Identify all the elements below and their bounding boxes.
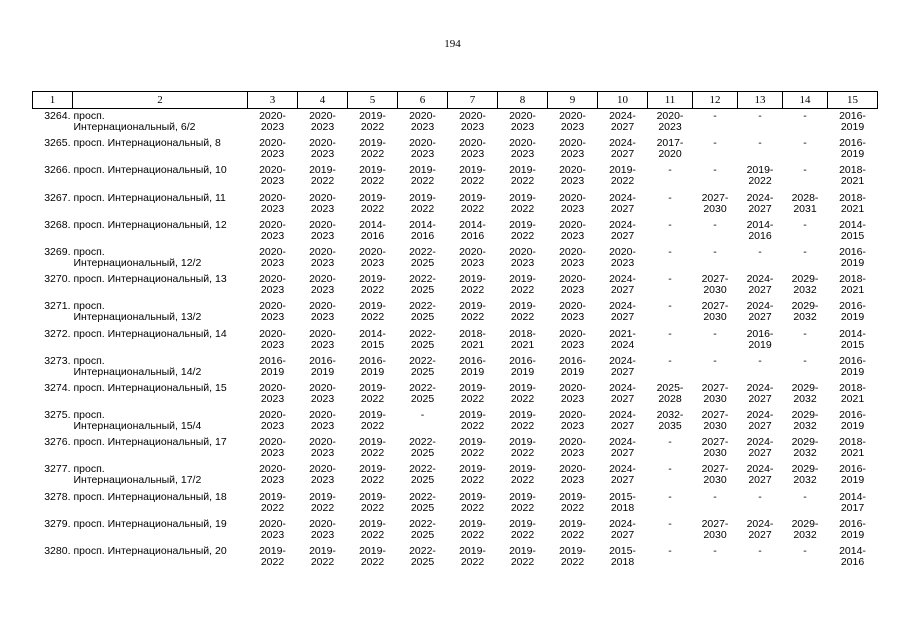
period-cell-col-10: 2024- 2027 — [609, 517, 636, 541]
table-body — [33, 109, 878, 574]
period-cell-col-10: 2024- 2027 — [609, 273, 636, 297]
period-cell-col-5: 2014- 2016 — [359, 218, 386, 242]
period-cell-col-13: - — [758, 545, 762, 557]
period-cell-col-8: 2019- 2022 — [509, 164, 536, 188]
period-cell-col-8: 2019- 2022 — [509, 436, 536, 460]
row-number: 3274. — [44, 381, 71, 394]
period-cell-col-11: - — [668, 490, 672, 503]
period-cell-col-3: 2016- 2019 — [259, 354, 286, 378]
period-cell-col-6: 2022- 2025 — [409, 463, 436, 487]
period-cell-col-12: - — [713, 218, 717, 231]
row-number: 3268. — [44, 218, 71, 231]
period-cell-col-6: 2022- 2025 — [409, 490, 436, 514]
period-cell-col-5: 2019- 2022 — [359, 490, 386, 514]
period-cell-col-12: 2027- 2030 — [701, 273, 729, 297]
period-cell-col-5: 2014- 2015 — [359, 327, 386, 351]
column-header-14: 14 — [783, 92, 828, 109]
column-header-5: 5 — [348, 92, 398, 109]
period-cell-col-5: 2019- 2022 — [359, 436, 386, 460]
page-number: 194 — [444, 38, 461, 50]
period-cell-col-9: 2020- 2023 — [559, 436, 586, 460]
period-cell-col-12: - — [713, 245, 717, 258]
column-header-3: 3 — [248, 92, 298, 109]
period-cell-col-7: 2020- 2023 — [459, 137, 486, 161]
row-number: 3269. — [44, 245, 71, 258]
period-cell-col-12: - — [713, 545, 717, 557]
period-cell-col-12: - — [713, 327, 717, 340]
period-cell-col-3: 2020- 2023 — [259, 245, 286, 269]
period-cell-col-9: 2020- 2023 — [559, 110, 586, 133]
period-cell-col-4: 2019- 2022 — [309, 164, 336, 188]
period-cell-col-9: 2020- 2023 — [559, 300, 586, 324]
period-cell-col-5: 2019- 2022 — [359, 409, 386, 433]
column-header-7: 7 — [448, 92, 498, 109]
period-cell-col-6: - — [420, 409, 425, 422]
period-cell-col-7: 2014- 2016 — [459, 218, 486, 242]
column-number-row — [33, 92, 878, 109]
period-cell-col-3: 2020- 2023 — [259, 381, 286, 405]
period-cell-col-3: 2020- 2023 — [259, 436, 286, 460]
period-cell-col-14: - — [803, 164, 807, 177]
period-cell-col-8: 2019- 2022 — [509, 300, 536, 324]
period-cell-col-10: 2024- 2027 — [609, 381, 636, 405]
period-cell-col-15: 2014- 2016 — [839, 545, 866, 568]
period-cell-col-5: 2019- 2022 — [359, 137, 386, 161]
period-cell-col-4: 2020- 2023 — [309, 191, 336, 215]
address-cell: просп. Интернациональный, 17 — [73, 436, 227, 449]
period-cell-col-9: 2020- 2023 — [559, 409, 586, 433]
period-cell-col-14: 2029- 2032 — [791, 300, 819, 324]
period-cell-col-11: - — [668, 327, 672, 340]
period-cell-col-10: 2020- 2023 — [609, 245, 636, 269]
period-cell-col-5: 2019- 2022 — [359, 273, 386, 297]
column-header-13: 13 — [738, 92, 783, 109]
period-cell-col-12: - — [713, 137, 717, 150]
column-header-9: 9 — [548, 92, 598, 109]
period-cell-col-8: 2019- 2022 — [509, 517, 536, 541]
table-row — [33, 356, 878, 383]
period-cell-col-5: 2019- 2022 — [359, 300, 386, 324]
period-cell-col-7: 2019- 2022 — [459, 517, 486, 541]
table-row — [33, 109, 878, 139]
period-cell-col-9: 2020- 2023 — [559, 327, 586, 351]
period-cell-col-7: 2019- 2022 — [459, 164, 486, 188]
period-cell-col-11: 2020- 2023 — [656, 110, 684, 133]
period-cell-col-15: 2016- 2019 — [839, 245, 866, 269]
period-cell-col-8: 2020- 2023 — [509, 245, 536, 269]
period-cell-col-15: 2018- 2021 — [839, 164, 866, 188]
period-cell-col-12: - — [713, 110, 717, 122]
period-cell-col-4: 2020- 2023 — [309, 218, 336, 242]
period-cell-col-13: 2024- 2027 — [746, 381, 774, 405]
period-cell-col-14: 2028- 2031 — [791, 191, 819, 215]
period-cell-col-8: 2019- 2022 — [509, 273, 536, 297]
table-row — [33, 220, 878, 247]
period-cell-col-5: 2019- 2022 — [359, 545, 386, 568]
period-cell-col-14: 2029- 2032 — [791, 463, 819, 487]
table-row — [33, 301, 878, 328]
period-cell-col-14: - — [803, 218, 807, 231]
column-header-4: 4 — [298, 92, 348, 109]
period-cell-col-8: 2019- 2022 — [509, 191, 536, 215]
row-number: 3276. — [44, 436, 71, 449]
row-number: 3273. — [44, 354, 71, 367]
period-cell-col-6: 2019- 2022 — [409, 191, 436, 215]
table-row — [33, 274, 878, 301]
schedule-table — [32, 91, 878, 573]
period-cell-col-3: 2020- 2023 — [259, 327, 286, 351]
period-cell-col-6: 2019- 2022 — [409, 164, 436, 188]
period-cell-col-10: 2019- 2022 — [609, 164, 636, 188]
row-number: 3267. — [44, 191, 71, 204]
table-row — [33, 464, 878, 491]
row-number: 3264. — [44, 110, 71, 122]
period-cell-col-7: 2016- 2019 — [459, 354, 486, 378]
row-number: 3266. — [44, 164, 71, 177]
period-cell-col-3: 2020- 2023 — [259, 463, 286, 487]
period-cell-col-3: 2020- 2023 — [259, 300, 286, 324]
address-cell: просп. Интернациональный, 6/2 — [73, 110, 196, 133]
period-cell-col-6: 2022- 2025 — [409, 300, 436, 324]
period-cell-col-6: 2022- 2025 — [409, 381, 436, 405]
period-cell-col-7: 2020- 2023 — [459, 110, 486, 133]
period-cell-col-3: 2020- 2023 — [259, 164, 286, 188]
period-cell-col-4: 2020- 2023 — [309, 273, 336, 297]
period-cell-col-14: 2029- 2032 — [791, 273, 819, 297]
period-cell-col-10: 2015- 2018 — [609, 545, 636, 568]
period-cell-col-12: - — [713, 164, 717, 177]
table-row — [33, 519, 878, 546]
table-row — [33, 492, 878, 519]
period-cell-col-3: 2020- 2023 — [259, 273, 286, 297]
period-cell-col-4: 2019- 2022 — [309, 545, 336, 568]
period-cell-col-14: - — [803, 545, 807, 557]
period-cell-col-3: 2020- 2023 — [259, 137, 286, 161]
period-cell-col-6: 2022- 2025 — [409, 245, 436, 269]
period-cell-col-4: 2020- 2023 — [309, 137, 336, 161]
address-cell: просп. Интернациональный, 15 — [73, 381, 227, 394]
period-cell-col-15: 2016- 2019 — [839, 137, 866, 161]
period-cell-col-10: 2024- 2027 — [609, 137, 636, 161]
period-cell-col-15: 2014- 2015 — [839, 327, 866, 351]
period-cell-col-9: 2020- 2023 — [559, 245, 586, 269]
period-cell-col-8: 2019- 2022 — [509, 463, 536, 487]
period-cell-col-9: 2020- 2023 — [559, 273, 586, 297]
period-cell-col-12: 2027- 2030 — [701, 191, 729, 215]
table-row — [33, 546, 878, 573]
period-cell-col-10: 2015- 2018 — [609, 490, 636, 514]
row-number: 3270. — [44, 273, 71, 286]
period-cell-col-6: 2022- 2025 — [409, 354, 436, 378]
period-cell-col-10: 2024- 2027 — [609, 191, 636, 215]
period-cell-col-11: 2025- 2028 — [656, 381, 684, 405]
address-cell: просп. Интернациональный, 18 — [73, 490, 227, 503]
period-cell-col-15: 2016- 2019 — [839, 300, 866, 324]
period-cell-col-9: 2020- 2023 — [559, 218, 586, 242]
period-cell-col-4: 2020- 2023 — [309, 436, 336, 460]
address-cell: просп. Интернациональный, 12 — [73, 218, 227, 231]
period-cell-col-6: 2022- 2025 — [409, 327, 436, 351]
period-cell-col-5: 2016- 2019 — [359, 354, 386, 378]
row-number: 3271. — [44, 300, 71, 313]
period-cell-col-14: 2029- 2032 — [791, 517, 819, 541]
period-cell-col-6: 2014- 2016 — [409, 218, 436, 242]
column-header-15: 15 — [828, 92, 878, 109]
period-cell-col-3: 2020- 2023 — [259, 191, 286, 215]
period-cell-col-14: - — [803, 327, 807, 340]
period-cell-col-12: 2027- 2030 — [701, 300, 729, 324]
address-cell: просп. Интернациональный, 20 — [73, 545, 227, 557]
row-number: 3275. — [44, 409, 71, 422]
period-cell-col-9: 2019- 2022 — [559, 517, 586, 541]
period-cell-col-10: 2024- 2027 — [609, 354, 636, 378]
period-cell-col-4: 2020- 2023 — [309, 517, 336, 541]
period-cell-col-15: 2018- 2021 — [839, 191, 866, 215]
period-cell-col-6: 2022- 2025 — [409, 436, 436, 460]
period-cell-col-13: 2024- 2027 — [746, 463, 774, 487]
period-cell-col-12: 2027- 2030 — [701, 436, 729, 460]
period-cell-col-6: 2022- 2025 — [409, 273, 436, 297]
period-cell-col-5: 2019- 2022 — [359, 381, 386, 405]
period-cell-col-4: 2020- 2023 — [309, 110, 336, 133]
period-cell-col-15: 2018- 2021 — [839, 381, 866, 405]
period-cell-col-10: 2024- 2027 — [609, 436, 636, 460]
period-cell-col-3: 2019- 2022 — [259, 490, 286, 514]
period-cell-col-11: - — [668, 517, 672, 530]
period-cell-col-3: 2020- 2023 — [259, 110, 286, 133]
period-cell-col-4: 2020- 2023 — [309, 463, 336, 487]
table-row — [33, 329, 878, 356]
address-cell: просп. Интернациональный, 17/2 — [73, 463, 202, 487]
period-cell-col-5: 2019- 2022 — [359, 463, 386, 487]
period-cell-col-11: - — [668, 245, 672, 258]
period-cell-col-9: 2016- 2019 — [559, 354, 586, 378]
period-cell-col-3: 2020- 2023 — [259, 517, 286, 541]
period-cell-col-7: 2019- 2022 — [459, 490, 486, 514]
row-number: 3265. — [44, 137, 71, 150]
period-cell-col-10: 2024- 2027 — [609, 110, 636, 133]
period-cell-col-7: 2019- 2022 — [459, 300, 486, 324]
period-cell-col-15: 2016- 2019 — [839, 517, 866, 541]
period-cell-col-7: 2018- 2021 — [459, 327, 486, 351]
period-cell-col-13: 2016- 2019 — [746, 327, 774, 351]
period-cell-col-9: 2019- 2022 — [559, 490, 586, 514]
address-cell: просп. Интернациональный, 12/2 — [73, 245, 202, 269]
period-cell-col-8: 2016- 2019 — [509, 354, 536, 378]
period-cell-col-7: 2019- 2022 — [459, 545, 486, 568]
address-cell: просп. Интернациональный, 8 — [73, 137, 221, 150]
table-row — [33, 247, 878, 274]
address-cell: просп. Интернациональный, 13 — [73, 273, 227, 286]
period-cell-col-10: 2024- 2027 — [609, 300, 636, 324]
period-cell-col-6: 2020- 2023 — [409, 137, 436, 161]
period-cell-col-5: 2019- 2022 — [359, 191, 386, 215]
table-row — [33, 138, 878, 165]
period-cell-col-9: 2020- 2023 — [559, 164, 586, 188]
period-cell-col-11: - — [668, 545, 672, 557]
period-cell-col-8: 2020- 2023 — [509, 137, 536, 161]
address-cell: просп. Интернациональный, 14/2 — [73, 354, 202, 378]
period-cell-col-7: 2019- 2022 — [459, 273, 486, 297]
period-cell-col-12: - — [713, 354, 717, 367]
period-cell-col-11: - — [668, 273, 672, 286]
period-cell-col-8: 2019- 2022 — [509, 218, 536, 242]
period-cell-col-4: 2019- 2022 — [309, 490, 336, 514]
period-cell-col-5: 2019- 2022 — [359, 164, 386, 188]
period-cell-col-14: - — [803, 245, 807, 258]
period-cell-col-10: 2024- 2027 — [609, 218, 636, 242]
address-cell: просп. Интернациональный, 13/2 — [73, 300, 202, 324]
period-cell-col-3: 2020- 2023 — [259, 218, 286, 242]
address-cell: просп. Интернациональный, 10 — [73, 164, 227, 177]
table-row — [33, 437, 878, 464]
period-cell-col-8: 2019- 2022 — [509, 545, 536, 568]
period-cell-col-11: - — [668, 218, 672, 231]
period-cell-col-13: 2024- 2027 — [746, 436, 774, 460]
period-cell-col-15: 2014- 2017 — [839, 490, 866, 514]
period-cell-col-8: 2019- 2022 — [509, 381, 536, 405]
period-cell-col-3: 2020- 2023 — [259, 409, 286, 433]
period-cell-col-5: 2019- 2022 — [359, 110, 386, 133]
period-cell-col-7: 2019- 2022 — [459, 409, 486, 433]
column-header-12: 12 — [693, 92, 738, 109]
period-cell-col-13: 2024- 2027 — [746, 517, 774, 541]
address-cell: просп. Интернациональный, 19 — [73, 517, 227, 530]
period-cell-col-12: - — [713, 490, 717, 503]
period-cell-col-15: 2016- 2019 — [839, 463, 866, 487]
period-cell-col-13: 2014- 2016 — [746, 218, 774, 242]
period-cell-col-11: 2017- 2020 — [656, 137, 684, 161]
column-header-1: 1 — [33, 92, 73, 109]
period-cell-col-15: 2016- 2019 — [839, 409, 866, 433]
period-cell-col-5: 2020- 2023 — [359, 245, 386, 269]
period-cell-col-6: 2022- 2025 — [409, 517, 436, 541]
period-cell-col-4: 2016- 2019 — [309, 354, 336, 378]
table-row — [33, 410, 878, 437]
table-row — [33, 383, 878, 410]
period-cell-col-15: 2016- 2019 — [839, 354, 866, 378]
row-number: 3280. — [44, 545, 71, 557]
period-cell-col-15: 2016- 2019 — [839, 110, 866, 133]
period-cell-col-8: 2018- 2021 — [509, 327, 536, 351]
table-header — [33, 92, 878, 109]
period-cell-col-14: - — [803, 354, 807, 367]
period-cell-col-6: 2022- 2025 — [409, 545, 436, 568]
address-cell: просп. Интернациональный, 11 — [73, 191, 226, 204]
period-cell-col-12: 2027- 2030 — [701, 517, 729, 541]
period-cell-col-4: 2020- 2023 — [309, 381, 336, 405]
table-row — [33, 193, 878, 220]
period-cell-col-9: 2020- 2023 — [559, 137, 586, 161]
column-header-8: 8 — [498, 92, 548, 109]
period-cell-col-13: - — [758, 137, 762, 150]
row-number: 3279. — [44, 517, 71, 530]
period-cell-col-11: - — [668, 164, 672, 177]
period-cell-col-4: 2020- 2023 — [309, 300, 336, 324]
period-cell-col-13: 2024- 2027 — [746, 191, 774, 215]
period-cell-col-14: 2029- 2032 — [791, 409, 819, 433]
period-cell-col-14: 2029- 2032 — [791, 436, 819, 460]
period-cell-col-14: - — [803, 110, 807, 122]
period-cell-col-11: - — [668, 463, 672, 476]
period-cell-col-12: 2027- 2030 — [701, 463, 729, 487]
period-cell-col-15: 2018- 2021 — [839, 273, 866, 297]
period-cell-col-7: 2020- 2023 — [459, 245, 486, 269]
row-number: 3277. — [44, 463, 71, 476]
period-cell-col-15: 2018- 2021 — [839, 436, 866, 460]
period-cell-col-12: 2027- 2030 — [701, 381, 729, 405]
column-header-2: 2 — [73, 92, 248, 109]
period-cell-col-13: 2024- 2027 — [746, 409, 774, 433]
column-header-6: 6 — [398, 92, 448, 109]
period-cell-col-13: - — [758, 354, 762, 367]
period-cell-col-9: 2019- 2022 — [559, 545, 586, 568]
table-row — [33, 165, 878, 192]
period-cell-col-8: 2020- 2023 — [509, 110, 536, 133]
period-cell-col-11: - — [668, 436, 672, 449]
address-cell: просп. Интернациональный, 15/4 — [73, 409, 202, 433]
period-cell-col-11: - — [668, 354, 672, 367]
period-cell-col-14: - — [803, 137, 807, 150]
period-cell-col-8: 2019- 2022 — [509, 409, 536, 433]
period-cell-col-7: 2019- 2022 — [459, 381, 486, 405]
period-cell-col-11: - — [668, 300, 672, 313]
period-cell-col-4: 2020- 2023 — [309, 327, 336, 351]
period-cell-col-10: 2024- 2027 — [609, 463, 636, 487]
period-cell-col-13: - — [758, 490, 762, 503]
period-cell-col-14: - — [803, 490, 807, 503]
column-header-11: 11 — [648, 92, 693, 109]
period-cell-col-3: 2019- 2022 — [259, 545, 286, 568]
period-cell-col-4: 2020- 2023 — [309, 409, 336, 433]
period-cell-col-7: 2019- 2022 — [459, 463, 486, 487]
period-cell-col-10: 2021- 2024 — [609, 327, 636, 351]
period-cell-col-13: - — [758, 245, 762, 258]
period-cell-col-11: - — [668, 191, 672, 204]
period-cell-col-12: 2027- 2030 — [701, 409, 729, 433]
period-cell-col-13: 2019- 2022 — [746, 164, 774, 188]
column-header-10: 10 — [598, 92, 648, 109]
period-cell-col-15: 2014- 2015 — [839, 218, 866, 242]
period-cell-col-13: 2024- 2027 — [746, 300, 774, 324]
period-cell-col-7: 2019- 2022 — [459, 436, 486, 460]
period-cell-col-5: 2019- 2022 — [359, 517, 386, 541]
period-cell-col-8: 2019- 2022 — [509, 490, 536, 514]
period-cell-col-9: 2020- 2023 — [559, 191, 586, 215]
period-cell-col-13: 2024- 2027 — [746, 273, 774, 297]
period-cell-col-11: 2032- 2035 — [656, 409, 684, 433]
period-cell-col-10: 2024- 2027 — [609, 409, 636, 433]
period-cell-col-9: 2020- 2023 — [559, 381, 586, 405]
period-cell-col-13: - — [758, 110, 762, 122]
row-number: 3278. — [44, 490, 71, 503]
period-cell-col-14: 2029- 2032 — [791, 381, 819, 405]
period-cell-col-6: 2020- 2023 — [409, 110, 436, 133]
address-cell: просп. Интернациональный, 14 — [73, 327, 227, 340]
period-cell-col-9: 2020- 2023 — [559, 463, 586, 487]
period-cell-col-4: 2020- 2023 — [309, 245, 336, 269]
period-cell-col-7: 2019- 2022 — [459, 191, 486, 215]
row-number: 3272. — [44, 327, 71, 340]
